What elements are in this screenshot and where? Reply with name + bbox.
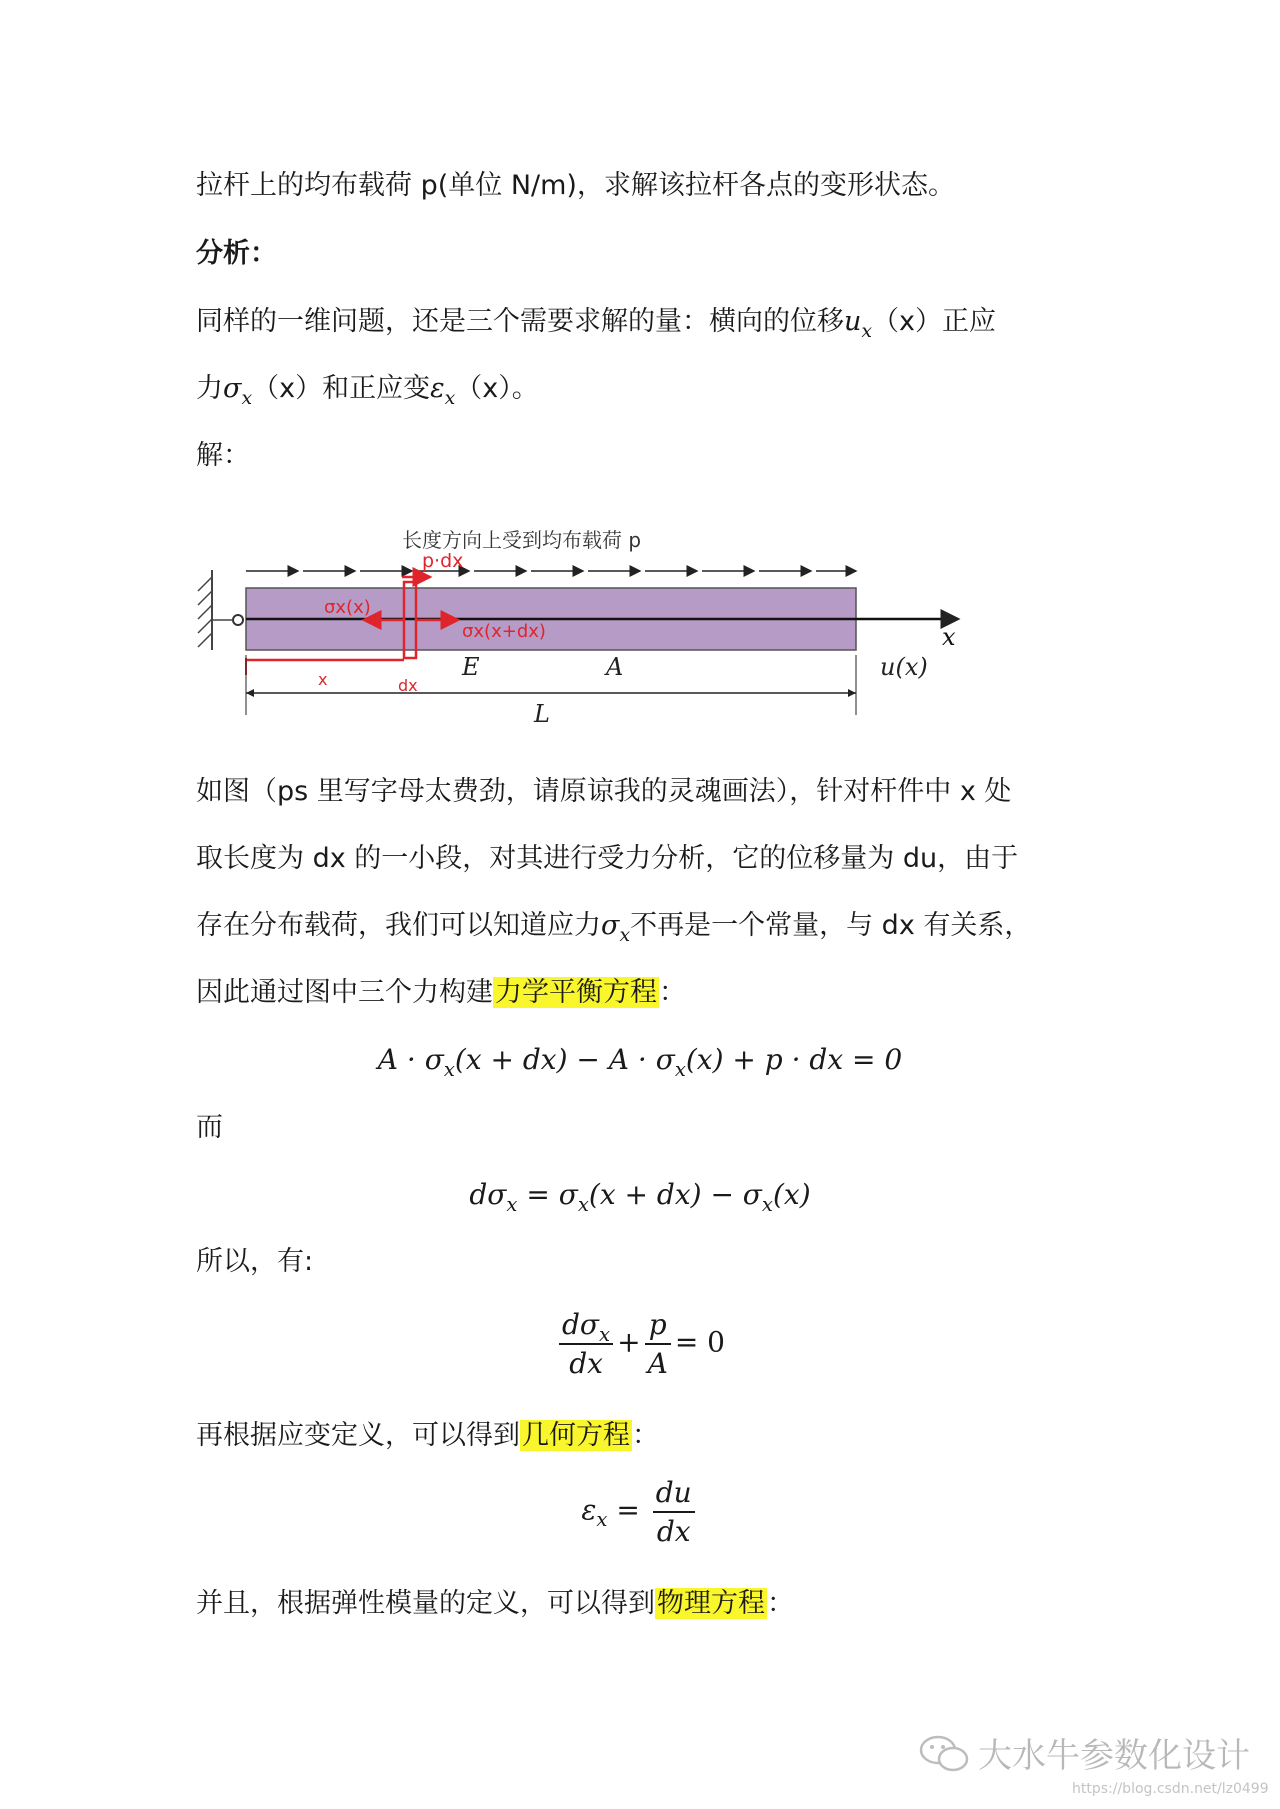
text-segment: ： <box>659 977 686 1008</box>
fraction-du-dx <box>653 1476 695 1548</box>
frac-den: A <box>647 1347 668 1380</box>
eq-term: = σ <box>517 1178 578 1211</box>
text-segment: 不再是一个常量，与 dx 有关系， <box>630 910 1032 941</box>
eq-term: (x + dx) − A · σ <box>454 1043 675 1076</box>
er-label: 而 <box>196 1112 223 1143</box>
text-segment: 并且，根据弹性模量的定义，可以得到 <box>196 1588 655 1619</box>
suoyi-label: 所以，有: <box>196 1246 314 1277</box>
sigma-left-label: σx(x) <box>324 597 371 618</box>
dx-dimension-label: dx <box>398 676 418 695</box>
eq-term: (x + dx) − σ <box>588 1178 762 1211</box>
sigma-right-label: σx(x+dx) <box>462 621 546 642</box>
equilibrium-equation <box>0 1043 1280 1081</box>
text-segment: 因此通过图中三个力构建 <box>196 977 493 1008</box>
highlight-physics: 物理方程 <box>657 1588 765 1619</box>
intro-line: 拉杆上的均布载荷 p(单位 N/m)，求解该拉杆各点的变形状态。 <box>196 170 955 201</box>
load-label: 长度方向上受到均布载荷 p <box>402 528 642 552</box>
frac-num: p <box>645 1308 671 1345</box>
math-sigma: σ <box>601 910 620 941</box>
eq-term: ε <box>581 1493 597 1527</box>
math-sub-x: x <box>241 386 253 409</box>
paragraph-line-1: 如图（ps 里写字母太费劲，请原谅我的灵魂画法），针对杆件中 x 处 <box>196 776 1012 807</box>
label-E: E <box>462 653 480 681</box>
analysis-heading: 分析： <box>196 238 277 269</box>
differential-equation <box>0 1308 1280 1380</box>
wall-support <box>198 570 243 650</box>
highlight-geometry: 几何方程 <box>522 1420 630 1451</box>
dsigma-equation <box>0 1178 1280 1216</box>
math-epsilon: ε <box>430 373 445 404</box>
text-segment: （x）。 <box>455 373 539 404</box>
L-dimension-label: L <box>534 700 550 728</box>
eq-sub: x <box>761 1192 773 1216</box>
paragraph-line-4 <box>196 973 686 1013</box>
math-sub-x: x <box>619 923 631 946</box>
x-dimension-label: x <box>318 670 328 689</box>
eq-sub: x <box>596 1508 608 1532</box>
text-segment: ： <box>767 1588 794 1619</box>
eq-sub: x <box>599 1322 611 1346</box>
watermark-url: https://blog.csdn.net/lz0499 <box>1072 1781 1269 1797</box>
text-segment: （x）和正应变 <box>252 373 431 404</box>
eq-term: (x) + p · dx = 0 <box>685 1043 903 1076</box>
text-segment: （x）正应 <box>872 306 997 337</box>
label-A: A <box>606 653 624 681</box>
paragraph-line-3 <box>196 906 1031 948</box>
label-u: u(x) <box>880 653 928 681</box>
eq-sub: x <box>674 1057 686 1081</box>
eq-term: A · σ <box>377 1043 444 1076</box>
physics-line <box>196 1584 794 1624</box>
text-segment: 力 <box>196 373 223 404</box>
text-segment: 同样的一维问题，还是三个需要求解的量：横向的位移 <box>196 306 844 337</box>
math-u: u <box>844 306 862 337</box>
math-sigma: σ <box>223 373 242 404</box>
frac-den: dx <box>569 1347 603 1380</box>
frac-num: du <box>653 1476 695 1513</box>
pdx-label: p·dx <box>422 550 464 572</box>
eq-sub: x <box>577 1192 589 1216</box>
watermark-text: 大水牛参数化设计 <box>978 1736 1250 1776</box>
equals-zero: = 0 <box>674 1325 725 1359</box>
analysis-line-2 <box>196 369 539 411</box>
strain-equation <box>0 1476 1280 1548</box>
wechat-icon <box>918 1732 972 1774</box>
frac-den: dx <box>656 1515 691 1548</box>
math-sub-x: x <box>444 386 456 409</box>
paragraph-line-2: 取长度为 dx 的一小段，对其进行受力分析，它的位移量为 du，由于 <box>196 843 1019 874</box>
solve-label: 解： <box>196 440 250 471</box>
text-segment: 存在分布载荷，我们可以知道应力 <box>196 910 601 941</box>
text-segment: 再根据应变定义，可以得到 <box>196 1420 520 1451</box>
bar-diagram <box>190 515 970 735</box>
eq-sub: x <box>443 1057 455 1081</box>
fraction-dsigma-dx <box>559 1308 613 1380</box>
eq-term: (x) <box>772 1178 811 1211</box>
highlight-equilibrium: 力学平衡方程 <box>495 977 657 1008</box>
equals-sign: = <box>616 1493 640 1527</box>
x-axis-label: x <box>942 623 956 651</box>
frac-num: dσ <box>562 1308 600 1341</box>
eq-term: dσ <box>469 1178 507 1211</box>
analysis-line-1 <box>196 302 996 344</box>
math-sub-x: x <box>861 319 873 342</box>
eq-sub: x <box>506 1192 518 1216</box>
text-segment: ： <box>632 1420 659 1451</box>
plus-sign: + <box>617 1325 641 1359</box>
geometry-line <box>196 1416 659 1456</box>
fraction-p-A <box>645 1308 671 1380</box>
